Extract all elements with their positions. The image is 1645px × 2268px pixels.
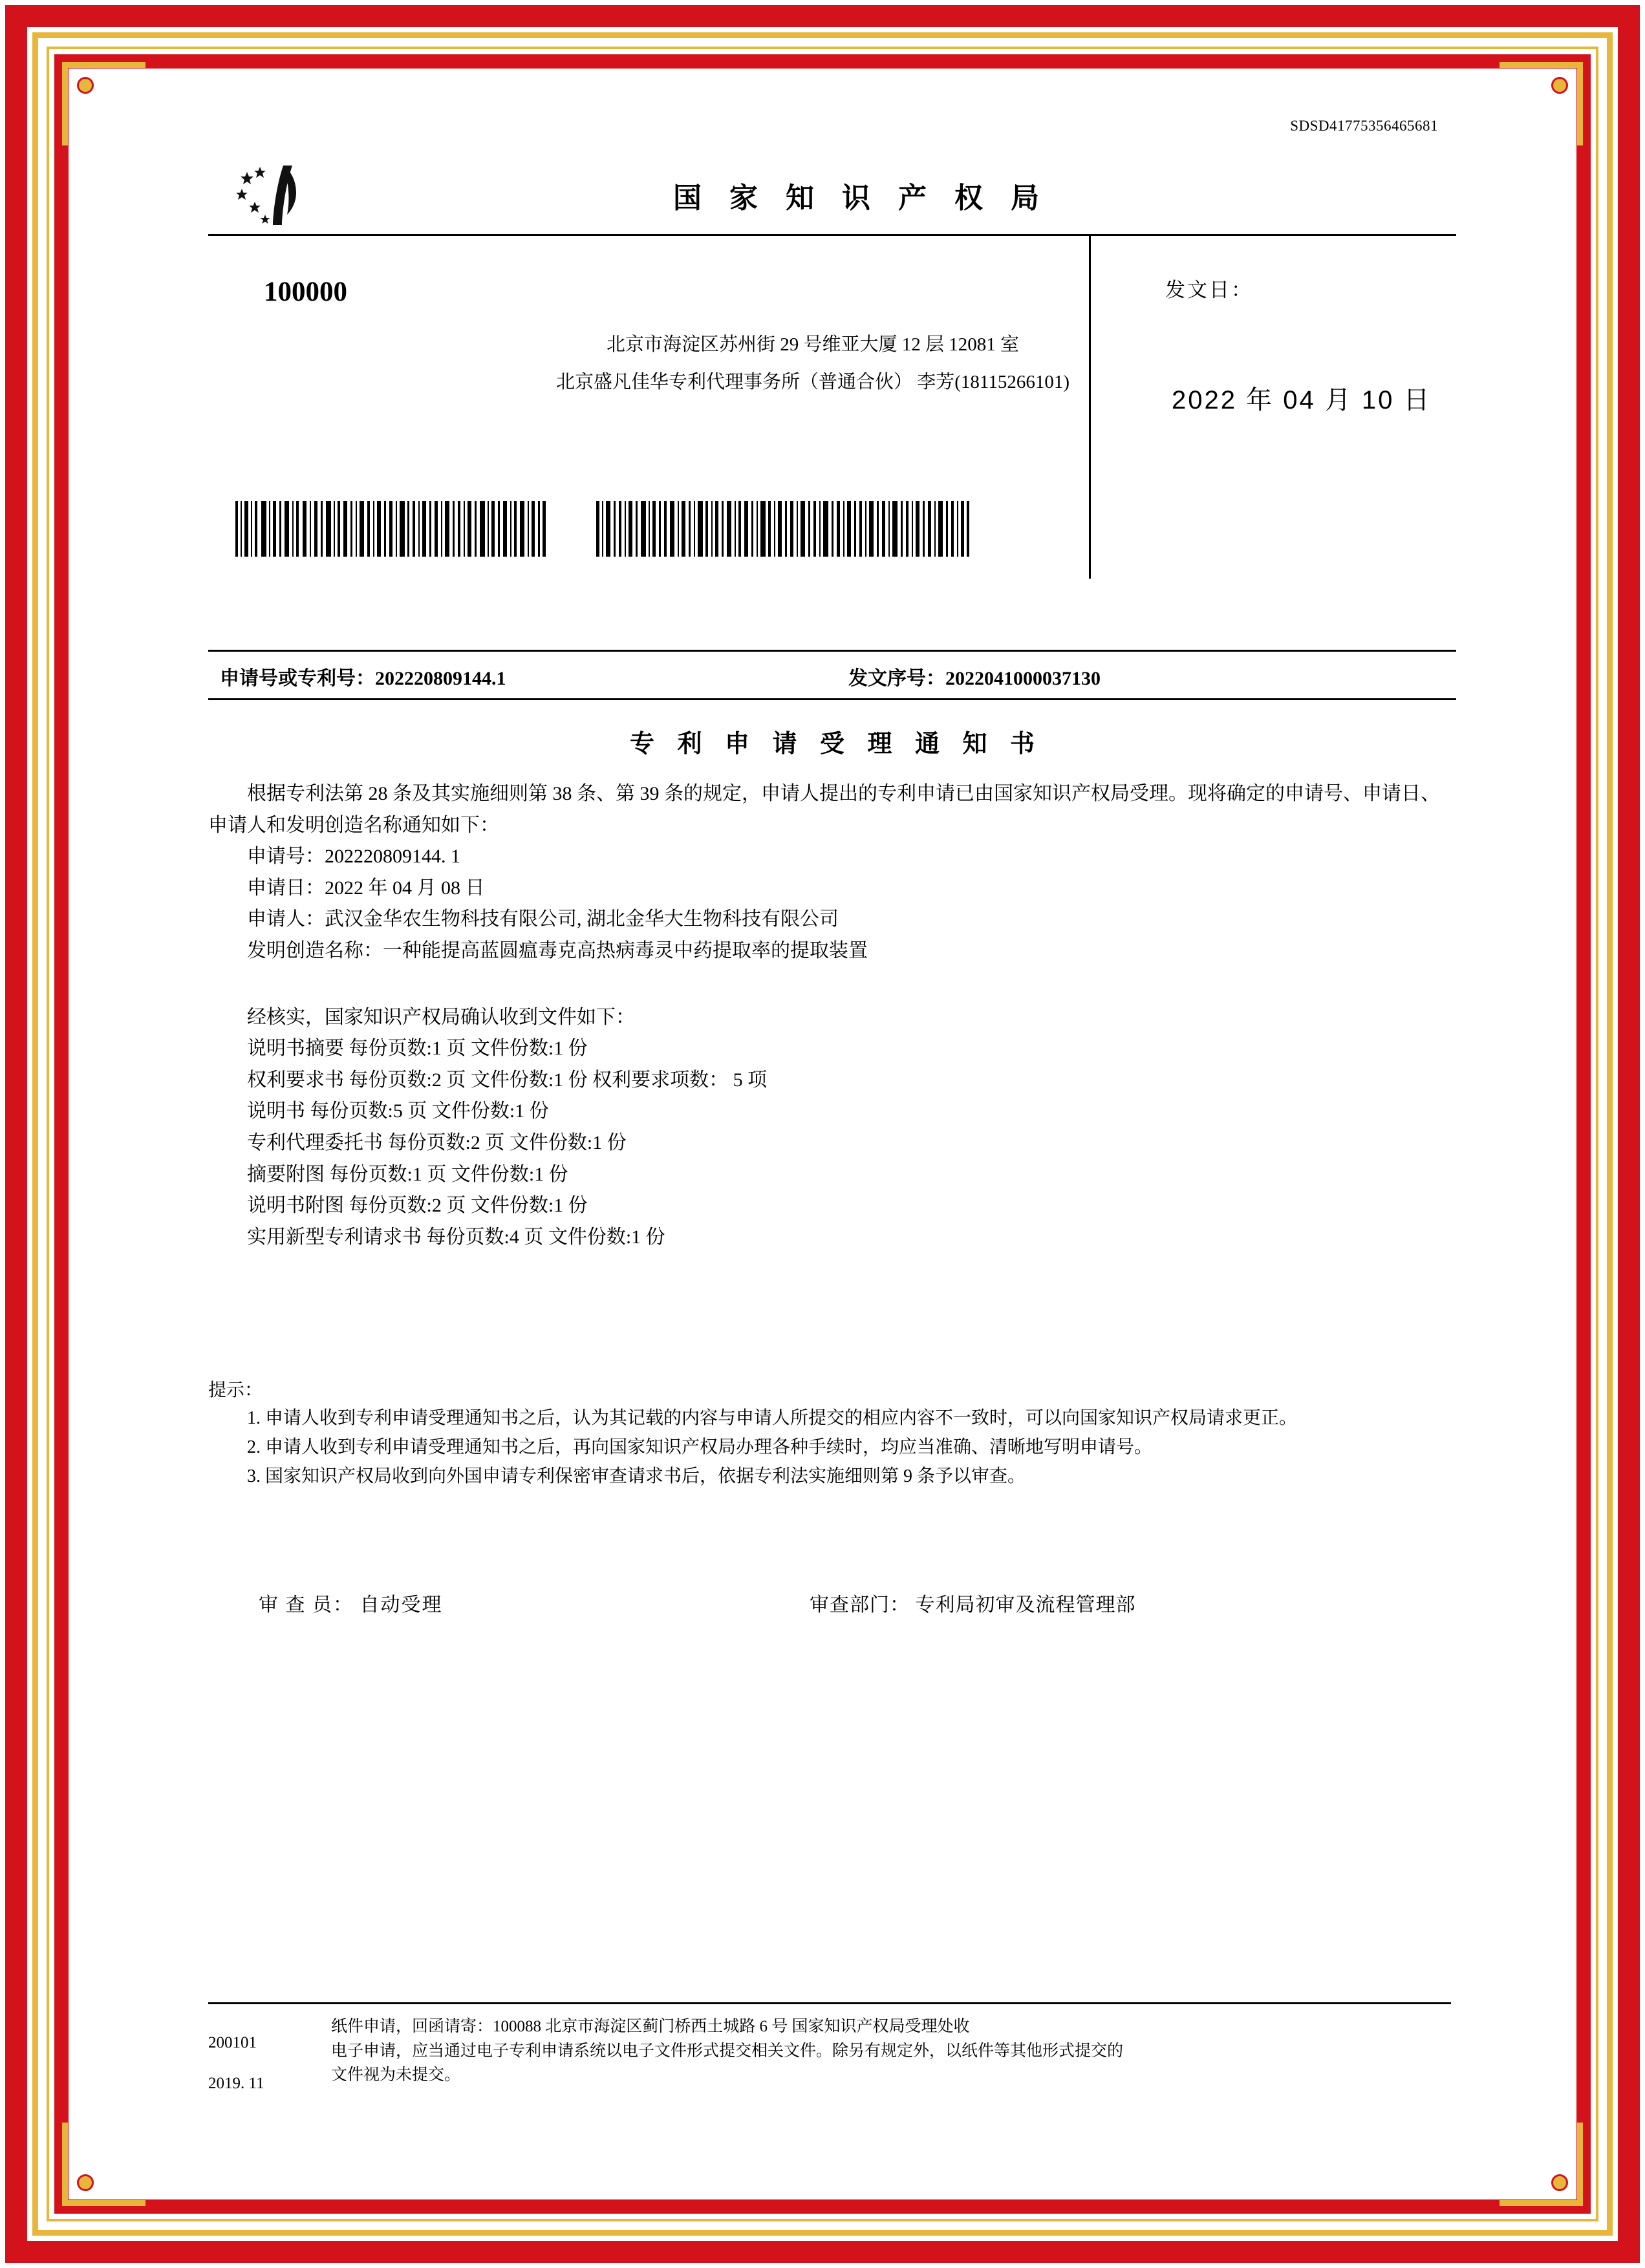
intro-paragraph: 根据专利法第 28 条及其实施细则第 38 条、第 39 条的规定，申请人提出的专利申请已由国家知识产权局受理。现将确定的申请号、申请日、申请人和发明创造名称通知如下：	[208, 783, 1440, 836]
doc-item-description-drawings: 说明书附图 每份页数:2 页 文件份数:1 份	[247, 1195, 588, 1217]
corner-dot-top-right	[1551, 77, 1568, 94]
document-footer	[208, 2002, 1451, 2112]
examiner-field: 审 查 员： 自动受理	[259, 1594, 443, 1616]
document-header	[208, 156, 1456, 236]
footer-codes	[208, 2015, 331, 2112]
documents-received-intro: 经核实，国家知识产权局确认收到文件如下：	[247, 1006, 635, 1028]
footer-note-electronic-2: 文件视为未提交。	[331, 2066, 461, 2084]
barcode-dispatch	[596, 501, 971, 557]
hints-title: 提示：	[208, 1380, 263, 1401]
field-application-number: 申请号：202220809144. 1	[247, 846, 460, 868]
barcode-application	[235, 501, 546, 557]
doc-item-power-of-attorney: 专利代理委托书 每份页数:2 页 文件份数:1 份	[247, 1131, 627, 1153]
field-applicant: 申请人：武汉金华农生物科技有限公司, 湖北金华大生物科技有限公司	[247, 908, 839, 930]
field-invention-title: 发明创造名称：一种能提高蓝圆瘟毒克高热病毒灵中药提取率的提取装置	[247, 939, 868, 961]
recipient-and-date-block	[208, 236, 1456, 652]
recipient-postcode: 100000	[264, 277, 347, 307]
dispatch-date-label: 发文日：	[1165, 279, 1253, 301]
dispatch-sequence-number: 发文序号：2022041000037130	[848, 668, 1101, 689]
corner-dot-bottom-right	[1551, 2174, 1568, 2191]
doc-item-description: 说明书 每份页数:5 页 文件份数:1 份	[247, 1100, 549, 1122]
application-number: 申请号或专利号：202220809144.1	[220, 668, 506, 689]
numbers-row	[208, 652, 1456, 700]
field-application-date: 申请日：2022 年 04 月 08 日	[247, 877, 485, 899]
spacer	[208, 967, 1456, 1002]
serial-code: SDSD41775356465681	[1290, 118, 1438, 134]
recipient-address-line2: 北京盛凡佳华专利代理事务所（普通合伙） 李芳(18115266101)	[556, 372, 1070, 392]
department-field: 审查部门： 专利局初审及流程管理部	[810, 1594, 1136, 1616]
vertical-divider	[1089, 236, 1091, 579]
doc-item-claims: 权利要求书 每份页数:2 页 文件份数:1 份 权利要求项数： 5 项	[247, 1069, 768, 1091]
document-sheet	[97, 97, 1548, 2171]
signature-row	[208, 1589, 1456, 1627]
hints-list	[208, 1404, 1456, 1491]
hint-item-2: 2. 申请人收到专利申请受理通知书之后，再向国家知识产权局办理各种手续时，均应当准确、清晰地写明申请号。	[247, 1437, 1153, 1458]
doc-item-abstract: 说明书摘要 每份页数:1 页 文件份数:1 份	[247, 1038, 588, 1060]
corner-dot-bottom-left	[77, 2174, 94, 2191]
recipient-address-line1: 北京市海淀区苏州街 29 号维亚大厦 12 层 12081 室	[606, 334, 1019, 355]
footer-notes	[331, 2015, 1451, 2112]
corner-dot-top-left	[77, 77, 94, 94]
hint-item-1: 1. 申请人收到专利申请受理通知书之后，认为其记载的内容与申请人所提交的相应内容不一致时，可以向国家知识产权局请求更正。	[247, 1408, 1298, 1429]
hint-item-3: 3. 国家知识产权局收到向外国申请专利保密审查请求书后，依据专利法实施细则第 9 条予以审查。	[247, 1466, 1026, 1486]
dispatch-date-value: 2022 年 04 月 10 日	[1172, 386, 1432, 414]
notice-title: 专 利 申 请 受 理 通 知 书	[629, 731, 1043, 758]
footer-note-paper: 纸件申请，回函请寄：100088 北京市海淀区蓟门桥西土城路 6 号 国家知识产权局受理处收	[331, 2018, 970, 2035]
footer-code-1: 200101	[208, 2034, 257, 2051]
footer-note-electronic-1: 电子申请，应当通过电子专利申请系统以电子文件形式提交相关文件。除另有规定外，以纸件等其他形式提交的	[331, 2042, 1124, 2060]
doc-item-utility-model-request: 实用新型专利请求书 每份页数:4 页 文件份数:1 份	[247, 1226, 665, 1248]
footer-code-2: 2019. 11	[208, 2074, 264, 2092]
page-title: 国 家 知 识 产 权 局	[673, 182, 1049, 214]
document-content	[208, 116, 1456, 1627]
doc-item-abstract-drawing: 摘要附图 每份页数:1 页 文件份数:1 份	[247, 1163, 568, 1185]
spacer-large	[208, 1253, 1456, 1376]
notice-body	[208, 778, 1456, 1253]
